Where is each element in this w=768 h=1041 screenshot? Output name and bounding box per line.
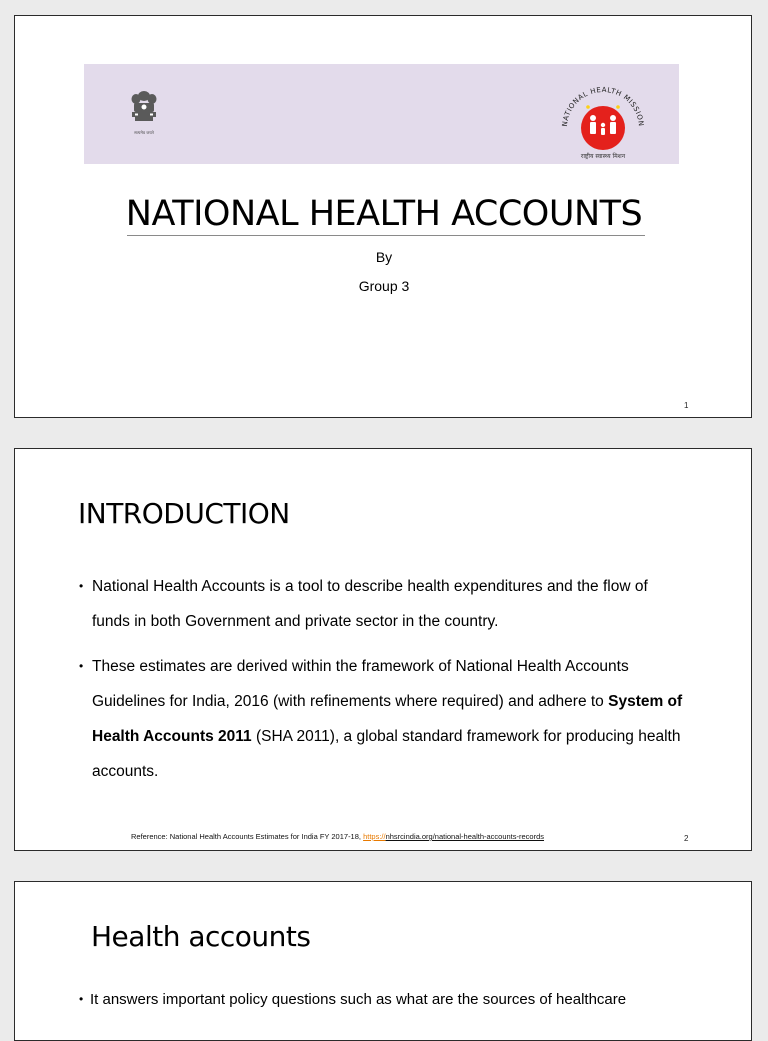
nhm-logo-text: NATIONAL HEALTH MISSION: [560, 85, 646, 128]
bullet-text-post: (SHA 2011), a global standard framework for producing health accounts.: [92, 728, 681, 780]
bullet-text: It answers important policy questions such as what are the sources of healthcare: [90, 991, 627, 1008]
reference-note: [131, 832, 544, 841]
bullet-item: [79, 982, 699, 1017]
title-divider: [127, 235, 645, 236]
reference-link-scheme[interactable]: https://: [363, 832, 386, 841]
bullet-list: [79, 982, 699, 1017]
bullet-icon: •: [79, 579, 84, 593]
bullet-text: National Health Accounts is a tool to describe health expenditures and the flow of funds in both Government and private sector in the country.: [92, 578, 648, 630]
bullet-text-bold: System of Health Accounts 2011: [92, 693, 683, 745]
bullet-text-pre: These estimates are derived within the framework of National Health Accounts Guidelines for India, 2016 (with refinements where required) and adhere to: [92, 658, 629, 710]
slide-heading: Health accounts: [91, 920, 311, 953]
slide-heading: INTRODUCTION: [78, 497, 290, 530]
reference-text: Reference: National Health Accounts Estimates for India FY 2017-18,: [131, 832, 364, 841]
nhm-logo-subtext: राष्ट्रीय स्वास्थ्य मिशन: [580, 153, 626, 160]
slide-number: 1: [684, 401, 689, 410]
reference-link[interactable]: nhsrcindia.org/national-health-accounts-records: [385, 832, 545, 841]
slide-number: 2: [684, 834, 689, 843]
title-slide: [14, 15, 752, 418]
bullet-icon: •: [79, 992, 84, 1006]
health-accounts-slide: [14, 881, 752, 1041]
bullet-item: [79, 569, 689, 639]
logo-banner: [84, 64, 679, 164]
author-group: Group 3: [358, 278, 410, 294]
national-emblem-icon: [126, 90, 162, 135]
bullet-item: [79, 649, 689, 789]
nhm-logo-icon: [553, 82, 653, 167]
introduction-slide: [14, 448, 752, 851]
bullet-icon: •: [79, 659, 84, 673]
byline: By: [375, 249, 393, 265]
bullet-list: [79, 569, 689, 799]
emblem-caption: सत्यमेव जयते: [134, 130, 154, 135]
presentation-title: NATIONAL HEALTH ACCOUNTS: [125, 194, 643, 234]
